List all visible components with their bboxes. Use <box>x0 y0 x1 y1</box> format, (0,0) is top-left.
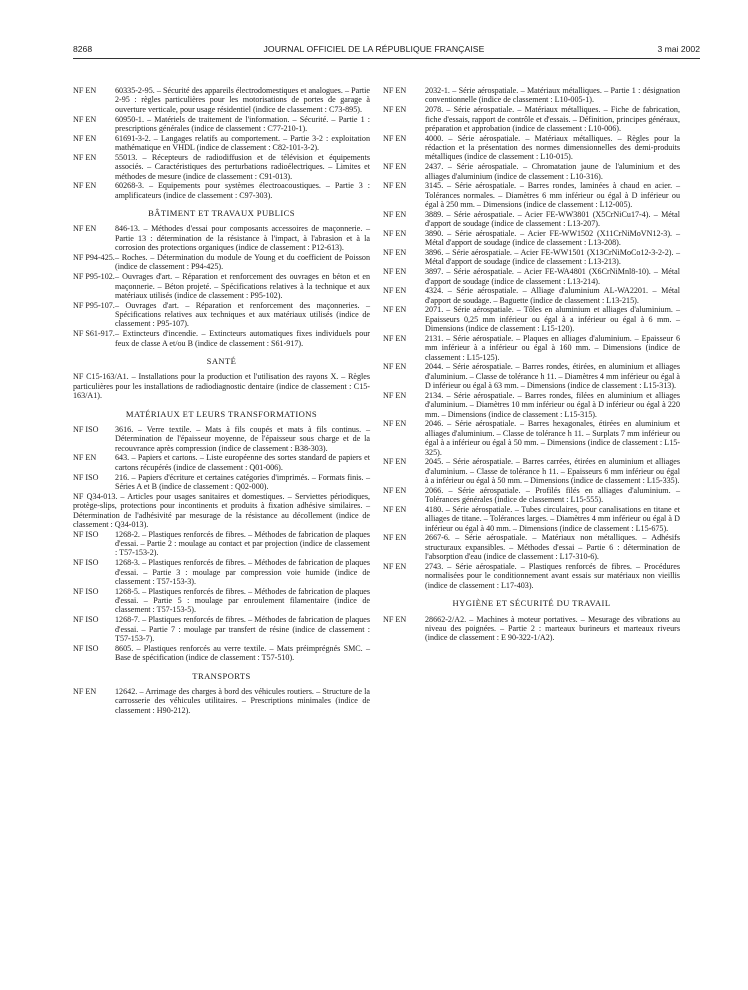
standard-code: NF ISO <box>73 615 99 625</box>
standard-code: NF EN <box>383 133 407 143</box>
standard-entry <box>73 253 370 272</box>
standard-code: NF EN <box>73 86 97 95</box>
standard-entry <box>383 105 680 133</box>
standard-entry <box>383 305 680 333</box>
standard-code: NF P95-102. <box>73 272 115 282</box>
standard-description: 4180. – Série aérospatiale. – Tubes circulaires, pour canalisations en titane et alliages de titane. – Tolérances larges. – Diamètres 4 mm inférieur ou égal à D inférieur ou égal à 40 mm. – Dimensions (indice de classement : L15-675). <box>425 504 680 533</box>
standard-description: 2045. – Série aérospatiale. – Barres carrées, étirées en aluminium et alliages d'aluminium. – Classe de tolérance h 11. – Epaisseurs 6 mm inférieur ou égal à a inférieur ou égal à 50 mm. – Dimensions (indice de classement : L15-335). <box>425 457 680 486</box>
standard-description: 2032-1. – Série aérospatiale. – Matériaux métalliques. – Partie 1 : désignation conventionnelle (indice de classement : L10-005-1). <box>425 86 680 105</box>
standard-description: 1268-3. – Plastiques renforcés de fibres. – Méthodes de fabrication de plaques d'essai. – Partie 3 : moulage par compression voie humide (indice de classement : T57-153-3). <box>115 558 370 586</box>
standard-code: NF P94-425. <box>73 252 115 262</box>
standard-code: NF EN <box>383 485 407 495</box>
standard-description: – Ouvrages d'art. – Réparation et renforcement des ouvrages en béton et en maçonnerie. – Béton projeté. – Spécifications relatives à la technique et aux matériaux utilisés (indice de classement : P95-102). <box>115 272 370 300</box>
standard-description: 2046. – Série aérospatiale. – Barres hexagonales, étirées en aluminium et alliages d'aluminium. – Classe de tolérance h 11. – Surplats 7 mm inférieur ou égal à a inférieur ou égal à 50 mm. – Dimensions (indice de classement : L15-325). <box>425 419 680 457</box>
standard-code: NF EN <box>383 228 407 238</box>
standard-description: – Roches. – Détermination du module de Young et du coefficient de Poisson (indice de classement : P94-425). <box>115 252 370 272</box>
standard-entry <box>73 153 370 181</box>
standard-code: NF EN <box>383 247 407 257</box>
standard-entry <box>383 248 680 267</box>
standard-entry <box>383 267 680 286</box>
standard-entry <box>383 210 680 229</box>
standard-code: NF EN <box>73 224 97 234</box>
standard-code: NF ISO <box>73 643 99 653</box>
standard-description: 55013. – Récepteurs de radiodiffusion et de télévision et équipements associés. – Caractéristiques des perturbations radioélectriques. – Limites et méthodes de mesure (indice de classement : C91-013). <box>115 152 370 181</box>
standard-entry <box>73 492 370 530</box>
standard-code: NF EN <box>383 504 407 514</box>
standard-description: 8605. – Plastiques renforcés au verre textile. – Mats préimprégnés SMC. – Base de spécification (indice de classement : T57-510). <box>115 643 370 663</box>
section-title: MATÉRIAUX ET LEURS TRANSFORMATIONS <box>125 408 318 419</box>
standard-description: 3616. – Verre textile. – Mats à fils coupés et mats à fils continus. – Détermination de l'épaisseur moyenne, de l'épaisseur sous charge et de la recouvrance après compression (indice de classement : B38-303). <box>115 424 370 453</box>
standard-description: 1268-5. – Plastiques renforcés de fibres. – Méthodes de fabrication de plaques d'essai. – Partie 5 : moulage par enroulement filamentaire (indice de classement : T57-153-5). <box>115 586 370 615</box>
standard-description: 60950-1. – Matériels de traitement de l'information. – Sécurité. – Partie 1 : prescriptions générales (indice de classement : C77-210-1). <box>115 114 370 133</box>
standard-code: NF EN <box>73 181 97 191</box>
standard-entry <box>383 457 680 485</box>
standard-code: NF EN <box>383 362 407 372</box>
standard-description: 12642. – Arrimage des charges à bord des véhicules routiers. – Structure de la carrosserie des véhicules utilitaires. – Prescriptions minimales (indice de classement : H90-212). <box>115 686 370 715</box>
standard-description: 2437. – Série aérospatiale. – Chromatation jaune de l'aluminium et des alliages d'aluminium (indice de classement : L10-316). <box>425 162 680 181</box>
section-title: HYGIÈNE ET SÉCURITÉ DU TRAVAIL <box>452 598 611 609</box>
standard-entry <box>383 134 680 162</box>
standard-code: NF EN <box>383 209 407 219</box>
standard-entry <box>383 334 680 362</box>
standard-description: 2078. – Série aérospatiale. – Matériaux métalliques. – Fiche de fabrication, fiche d'essais, rapport de contrôle et d'essais. – Définition, principes généraux, préparation et approbation (indice de classement : L10-006). <box>425 105 680 133</box>
standard-entry <box>383 362 680 390</box>
standard-entry <box>383 229 680 248</box>
standard-entry <box>73 530 370 558</box>
standard-code: NF EN <box>383 305 407 315</box>
standard-description: 60268-3. – Equipements pour systèmes électroacoustiques. – Partie 3 : amplificateurs (indice de classement : C97-303). <box>115 181 370 200</box>
standard-code: NF EN <box>73 453 97 463</box>
standard-code: NF EN <box>383 86 407 95</box>
standard-description: 3896. – Série aérospatiale. – Acier FE-WW1501 (X13CrNiMoCo12-3-2-2). – Métal d'apport de soudage (indice de classement : L13-213). <box>425 247 680 267</box>
standard-description: 3889. – Série aérospatiale. – Acier FE-WW3801 (X5CrNiCu17-4). – Métal d'apport de soudage (indice de classement : L13-207). <box>425 209 680 229</box>
standard-entry <box>383 505 680 533</box>
standard-code: NF Q34-013. <box>73 491 118 501</box>
standard-description: 846-13. – Méthodes d'essai pour composants accessoires de maçonnerie. – Partie 13 : détermination de la résistance à l'impact, à l'abrasion et à la corrosion des protections organiques (indice de classement : P12-613). <box>115 224 370 253</box>
standard-description: 2066. – Série aérospatiale. – Profilés filés en alliages d'aluminium. – Tolérances générales (indice de classement : L15-555). <box>425 485 680 505</box>
standard-code: NF EN <box>73 686 97 696</box>
standard-code: NF EN <box>383 390 407 400</box>
standard-entry <box>73 687 370 715</box>
standard-entry <box>73 224 370 252</box>
standard-entry <box>383 533 680 561</box>
standard-code: NF EN <box>383 267 407 277</box>
standard-entry <box>383 86 680 105</box>
standard-code: NF EN <box>383 561 407 571</box>
section-title: TRANSPORTS <box>192 670 251 681</box>
standard-code: NF ISO <box>73 586 99 596</box>
standard-description: 2131. – Série aérospatiale. – Plaques en alliages d'aluminium. – Epaisseur 6 mm inférieur à a inférieur ou égal à 160 mm. – Dimensions (indice de classement : L15-125). <box>425 333 680 362</box>
standard-entry <box>383 419 680 457</box>
left-column <box>73 86 370 715</box>
standard-entry <box>383 162 680 181</box>
section-title: BÂTIMENT ET TRAVAUX PUBLICS <box>148 208 295 219</box>
standard-description: 216. – Papiers d'écriture et certaines catégories d'imprimés. – Formats finis. – Séries A et B (indice de classement : Q02-000). <box>115 472 370 491</box>
standard-description: 3145. – Série aérospatiale. – Barres rondes, laminées à chaud en acier. – Tolérances normales. – Diamètres 6 mm inférieur ou égal à D inférieur ou égal à 250 mm. – Dimensions (indice de classement : L12-005). <box>425 181 680 210</box>
standard-description: 4324. – Série aérospatiale. – Alliage d'aluminium AL-WA2201. – Métal d'apport de soudage. – Baguette (indice de classement : L13-215). <box>425 286 680 305</box>
header-rule <box>73 58 700 59</box>
standard-code: NF EN <box>383 457 407 467</box>
standard-code: NF EN <box>383 419 407 429</box>
standard-description: 1268-2. – Plastiques renforcés de fibres. – Méthodes de fabrication de plaques d'essai. – Partie 2 : moulage au contact et par projection (indice de classement : T57-153-2). <box>115 529 370 558</box>
standard-entry <box>73 473 370 492</box>
standard-entry <box>383 615 680 643</box>
standard-entry <box>73 425 370 453</box>
standard-description: 2743. – Série aérospatiale. – Plastiques renforcés de fibres. – Procédures normalisées pour le conditionnement avant essais sur matériaux non vieillis (indice de classement : L17-403). <box>425 561 680 590</box>
standard-code: NF EN <box>73 114 97 124</box>
standard-code: NF EN <box>383 181 407 191</box>
standard-entry <box>383 486 680 505</box>
standard-code: NF S61-917. <box>73 329 115 339</box>
standard-code: NF ISO <box>73 529 99 539</box>
standard-code: NF ISO <box>73 472 99 482</box>
right-column <box>383 86 680 643</box>
standard-description: 2044. – Série aérospatiale. – Barres rondes, étirées, en aluminium et alliages d'aluminium. – Classe de tolérance h 11. – Diamètres 4 mm inférieur ou égal à D inférieur ou égal à 63 mm. – Dimensions (indice de classement : L15-313). <box>425 362 680 391</box>
standard-code: NF EN <box>383 533 407 543</box>
standard-entry <box>73 587 370 615</box>
standard-code: NF ISO <box>73 558 99 568</box>
standard-description: – Articles pour usages sanitaires et domestiques. – Serviettes périodiques, protège-slips, protections pour incontinents et produits à fixation adhésive similaires. – Détermination de l'adhésivité par mesurage de la résistance au décollement (indice de classement : Q34-013). <box>73 491 370 529</box>
standard-code: NF EN <box>73 133 97 143</box>
standard-code: NF EN <box>383 162 407 172</box>
standard-entry <box>383 181 680 209</box>
standard-code: NF P95-107. <box>73 300 115 310</box>
standard-description: 3890. – Série aérospatiale. – Acier FE-WW1502 (X11CrNiMoVN12-3). – Métal d'apport de soudage (indice de classement : L13-208). <box>425 228 680 248</box>
standard-entry <box>73 134 370 153</box>
standard-entry <box>73 86 370 114</box>
standard-entry <box>383 286 680 305</box>
standard-code: NF EN <box>383 614 407 624</box>
journal-title: JOURNAL OFFICIEL DE LA RÉPUBLIQUE FRANÇAISE <box>263 44 485 54</box>
section-title: SANTÉ <box>206 355 237 366</box>
standard-description: – Ouvrages d'art. – Réparation et renforcement des maçonneries. – Spécifications relatives aux techniques et aux matériaux utilisés (indice de classement : P95-107). <box>115 300 370 329</box>
standard-description: 2667-6. – Série aérospatiale. – Matériaux non métalliques. – Adhésifs structuraux expansibles. – Méthodes d'essai – Partie 6 : détermination de l'absorption d'eau (indice de classement : L17-310-6). <box>425 533 680 562</box>
standard-entry <box>383 562 680 590</box>
standard-description: – Installations pour la production et l'utilisation des rayons X. – Règles particulières pour les installations de radiodiagnostic dentaire (indice de classement : C15-163/A1). <box>73 372 370 401</box>
standard-description: 2134. – Série aérospatiale. – Barres rondes, filées en aluminium et alliages d'aluminium. – Diamètres 10 mm inférieur ou égal à D inférieur ou égal à 220 mm. – Dimensions (indice de classement : L15-315). <box>425 390 680 419</box>
standard-description: 1268-7. – Plastiques renforcés de fibres. – Méthodes de fabrication de plaques d'essai. – Partie 7 : moulage par transfert de résine (indice de classement : T57-153-7). <box>115 615 370 643</box>
standard-description: 60335-2-95. – Sécurité des appareils électrodomestiques et analogues. – Partie 2-95 : règles particulières pour les motorisations de portes de garage à ouverture verticale, pour usage résidentiel (indice de classement : C73-895). <box>115 86 370 114</box>
standard-entry <box>73 272 370 300</box>
page-number: 8268 <box>73 44 93 54</box>
standard-code: NF C15-163/A1. <box>73 372 129 382</box>
issue-date: 3 mai 2002 <box>657 44 700 54</box>
standard-entry <box>73 644 370 663</box>
standard-entry <box>383 391 680 419</box>
standard-description: 61691-3-2. – Langages relatifs au comportement. – Partie 3-2 : exploitation mathématique en VHDL (indice de classement : C82-101-3-2). <box>115 133 370 153</box>
standard-entry <box>73 181 370 200</box>
standard-description: 4000. – Série aérospatiale. – Matériaux métalliques. – Règles pour la rédaction et la présentation des normes dimensionnelles des demi-produits métalliques (indice de classement : L10-015). <box>425 133 680 162</box>
standard-code: NF EN <box>383 286 407 296</box>
standard-description: 2071. – Série aérospatiale. – Tôles en aluminium et alliages d'aluminium. – Epaisseurs 0,25 mm inférieur ou égal à a inférieur ou égal à 6 mm. – Dimensions (indice de classement : L15-120). <box>425 305 680 334</box>
standard-entry <box>73 453 370 472</box>
standard-description: – Extincteurs d'incendie. – Extincteurs automatiques fixes individuels pour feux de classe A et/ou B (indice de classement : S61-917). <box>115 329 370 348</box>
standard-code: NF EN <box>383 333 407 343</box>
standard-code: NF EN <box>73 152 97 162</box>
standard-entry <box>73 372 370 400</box>
page-header <box>0 44 748 58</box>
standard-entry <box>73 558 370 586</box>
standard-code: NF ISO <box>73 424 99 434</box>
standard-entry <box>73 301 370 329</box>
standard-entry <box>73 615 370 643</box>
standard-description: 3897. – Série aérospatiale. – Acier FE-WA4801 (X6CrNiMnl8-10). – Métal d'apport de soudage (indice de classement : L13-214). <box>425 267 680 286</box>
standard-entry <box>73 115 370 134</box>
standard-description: 643. – Papiers et cartons. – Liste européenne des sortes standard de papiers et cartons récupérés (indice de classement : Q01-006). <box>115 453 370 472</box>
standard-entry <box>73 329 370 348</box>
standard-code: NF EN <box>383 105 407 115</box>
standard-description: 28662-2/A2. – Machines à moteur portatives. – Mesurage des vibrations au niveau des poignées. – Partie 2 : marteaux burineurs et marteaux riveurs (indice de classement : E 90-322-1/A2). <box>425 614 680 643</box>
